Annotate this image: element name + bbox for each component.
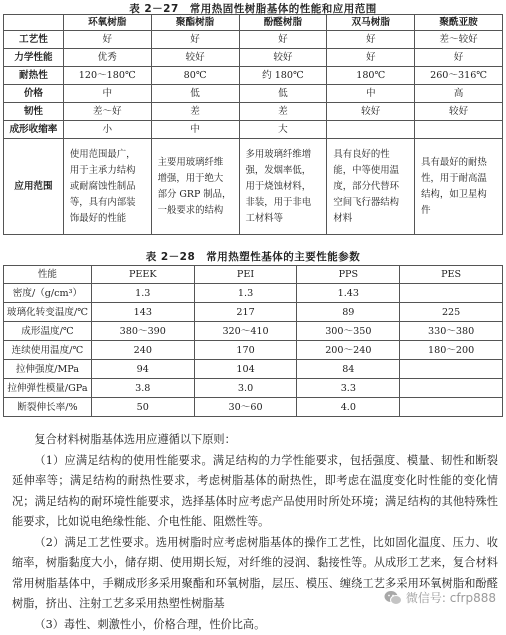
table-cell: 170: [194, 341, 297, 360]
application-cell: 多用玻璃纤维增强，发烟率低，用于烧蚀材料，非装，用于非电工材料等: [239, 139, 327, 235]
table-cell: [327, 121, 415, 139]
table1-header-cell: [4, 15, 64, 31]
row-label: 断裂伸长率/%: [4, 398, 92, 417]
watermark-text: 微信号: cfrp888: [406, 589, 496, 606]
table-row: [4, 379, 503, 398]
table-cell: 小: [63, 121, 151, 139]
table-cell: 差～好: [63, 103, 151, 121]
row-label: 拉伸弹性模量/GPa: [4, 379, 92, 398]
table-cell: 优秀: [63, 49, 151, 67]
table1-header-cell: 环氧树脂: [63, 15, 151, 31]
wechat-watermark: [382, 589, 498, 606]
application-cell: 具有良好的性能，中等使用温度，部分代替环空间飞行器结构材料: [327, 139, 415, 235]
paragraph-1: （1）应满足结构的使用性能要求。满足结构的力学性能要求，包括强度、模量、韧性和断裂延伸率等；满足结构的耐热性要求，考虑树脂基体的耐热性，即考虑在温度变化时性能的变化情况；满足结构的耐环境性能要求，选择基体时应考虑产品使用时所处环境；满足结构的其他特殊性能要求，比如说电绝缘性能、介电性能、阻燃性等。: [12, 451, 498, 533]
application-cell: 具有最好的耐热性，用于耐高温结构，如卫星构件: [415, 139, 503, 235]
row-label: 拉伸强度/MPa: [4, 360, 92, 379]
table-cell: 3.8: [91, 379, 194, 398]
table2-header-cell: PEI: [194, 266, 297, 284]
table-row: [4, 341, 503, 360]
table2-header-cell: PPS: [297, 266, 400, 284]
row-label: 连续使用温度/℃: [4, 341, 92, 360]
table-row: [4, 121, 503, 139]
table-cell: 1.43: [297, 284, 400, 303]
table-cell: 50: [91, 398, 194, 417]
table1-header-cell: 聚酯树脂: [151, 15, 239, 31]
table-cell: 260～316℃: [415, 67, 503, 85]
table-cell: 好: [415, 49, 503, 67]
table-row: [4, 31, 503, 49]
table2-header-row: [4, 266, 503, 284]
table-cell: 200～240: [297, 341, 400, 360]
row-label: 密度/（g/cm³）: [4, 284, 92, 303]
table-cell: [400, 398, 503, 417]
application-row: [4, 139, 503, 235]
row-label: 成形温度/℃: [4, 322, 92, 341]
table-row: [4, 67, 503, 85]
table-cell: 380～390: [91, 322, 194, 341]
table-cell: 低: [151, 85, 239, 103]
row-label: 玻璃化转变温度/℃: [4, 303, 92, 322]
table-cell: 3.3: [297, 379, 400, 398]
table-cell: 143: [91, 303, 194, 322]
wechat-icon: [384, 590, 402, 606]
table-cell: 94: [91, 360, 194, 379]
row-label: 工艺性: [4, 31, 64, 49]
table-cell: 80℃: [151, 67, 239, 85]
table-cell: 120～180℃: [63, 67, 151, 85]
row-label: 韧性: [4, 103, 64, 121]
table-cell: 104: [194, 360, 297, 379]
table-cell: 差～较好: [415, 31, 503, 49]
table-cell: 4.0: [297, 398, 400, 417]
table-cell: 差: [151, 103, 239, 121]
table1-header-cell: 酚醛树脂: [239, 15, 327, 31]
table-cell: 大: [239, 121, 327, 139]
row-label: 耐热性: [4, 67, 64, 85]
table-cell: 好: [327, 31, 415, 49]
table-cell: 中: [327, 85, 415, 103]
table-cell: 1.3: [91, 284, 194, 303]
table2-header-cell: 性能: [4, 266, 92, 284]
table2-caption: 表 2－28 常用热塑性基体的主要性能参数: [0, 249, 506, 264]
table-row: [4, 360, 503, 379]
table-cell: 较好: [151, 49, 239, 67]
table-cell: 好: [327, 49, 415, 67]
table-row: [4, 322, 503, 341]
table-cell: 低: [239, 85, 327, 103]
table2-header-cell: PEEK: [91, 266, 194, 284]
table-cell: 240: [91, 341, 194, 360]
table-cell: 约 180℃: [239, 67, 327, 85]
table-cell: 180℃: [327, 67, 415, 85]
table-cell: 1.3: [194, 284, 297, 303]
table-cell: 30～60: [194, 398, 297, 417]
table-cell: [400, 360, 503, 379]
table-row: [4, 103, 503, 121]
table-cell: 差: [239, 103, 327, 121]
table-cell: 中: [63, 85, 151, 103]
table-cell: 300～350: [297, 322, 400, 341]
table-cell: 3.0: [194, 379, 297, 398]
application-cell: 主要用玻璃纤维增强，用于绝大部分 GRP 制品，一般要求的结构: [151, 139, 239, 235]
table-cell: [400, 379, 503, 398]
row-label: 力学性能: [4, 49, 64, 67]
table1-header-cell: 聚酰亚胺: [415, 15, 503, 31]
intro-paragraph: 复合材料树脂基体选用应遵循以下原则：: [12, 430, 498, 451]
thermoplastic-matrix-table: [3, 265, 503, 417]
table-cell: 320～410: [194, 322, 297, 341]
table-cell: 好: [239, 31, 327, 49]
row-label: 成形收缩率: [4, 121, 64, 139]
paragraph-3: （3）毒性、刺激性小，价格合理，性价比高。: [12, 615, 498, 635]
table1-header-row: [4, 15, 503, 31]
table-row: [4, 284, 503, 303]
row-label: 应用范围: [4, 139, 64, 235]
table-cell: [415, 121, 503, 139]
table-cell: 较好: [239, 49, 327, 67]
table-cell: 84: [297, 360, 400, 379]
row-label: 价格: [4, 85, 64, 103]
table-row: [4, 85, 503, 103]
table1-header-cell: 双马树脂: [327, 15, 415, 31]
table-cell: 330～380: [400, 322, 503, 341]
table2-header-cell: PES: [400, 266, 503, 284]
table-cell: 高: [415, 85, 503, 103]
table-cell: 较好: [327, 103, 415, 121]
paragraph-2: （2）满足工艺性要求。选用树脂时应考虑树脂基体的操作工艺性，比如固化温度、压力、收缩率，树脂黏度大小，储存期、使用期长短，对纤维的浸润、黏接性等。从成形工艺来，复合材料常用树脂基体中，手糊成形多采用聚酯和环氧树脂，层压、模压、缠绕工艺多采用环氧树脂和酚醛树脂，挤出、注射工艺多采用热塑性树脂基: [12, 533, 498, 615]
application-cell: 使用范围最广，用于主承力结构或耐腐蚀性制品等，具有内部装饰最好的性能: [63, 139, 151, 235]
table-cell: 225: [400, 303, 503, 322]
table-cell: 217: [194, 303, 297, 322]
table-cell: [400, 284, 503, 303]
table-row: [4, 398, 503, 417]
table-cell: 较好: [415, 103, 503, 121]
thermoset-resin-table: [3, 14, 503, 235]
table-row: [4, 303, 503, 322]
table-cell: 180～200: [400, 341, 503, 360]
table-cell: 中: [151, 121, 239, 139]
table-cell: 好: [63, 31, 151, 49]
table1-caption: 表 2－27 常用热固性树脂基体的性能和应用范围: [0, 1, 506, 16]
table-cell: 好: [151, 31, 239, 49]
table-cell: 89: [297, 303, 400, 322]
table-row: [4, 49, 503, 67]
